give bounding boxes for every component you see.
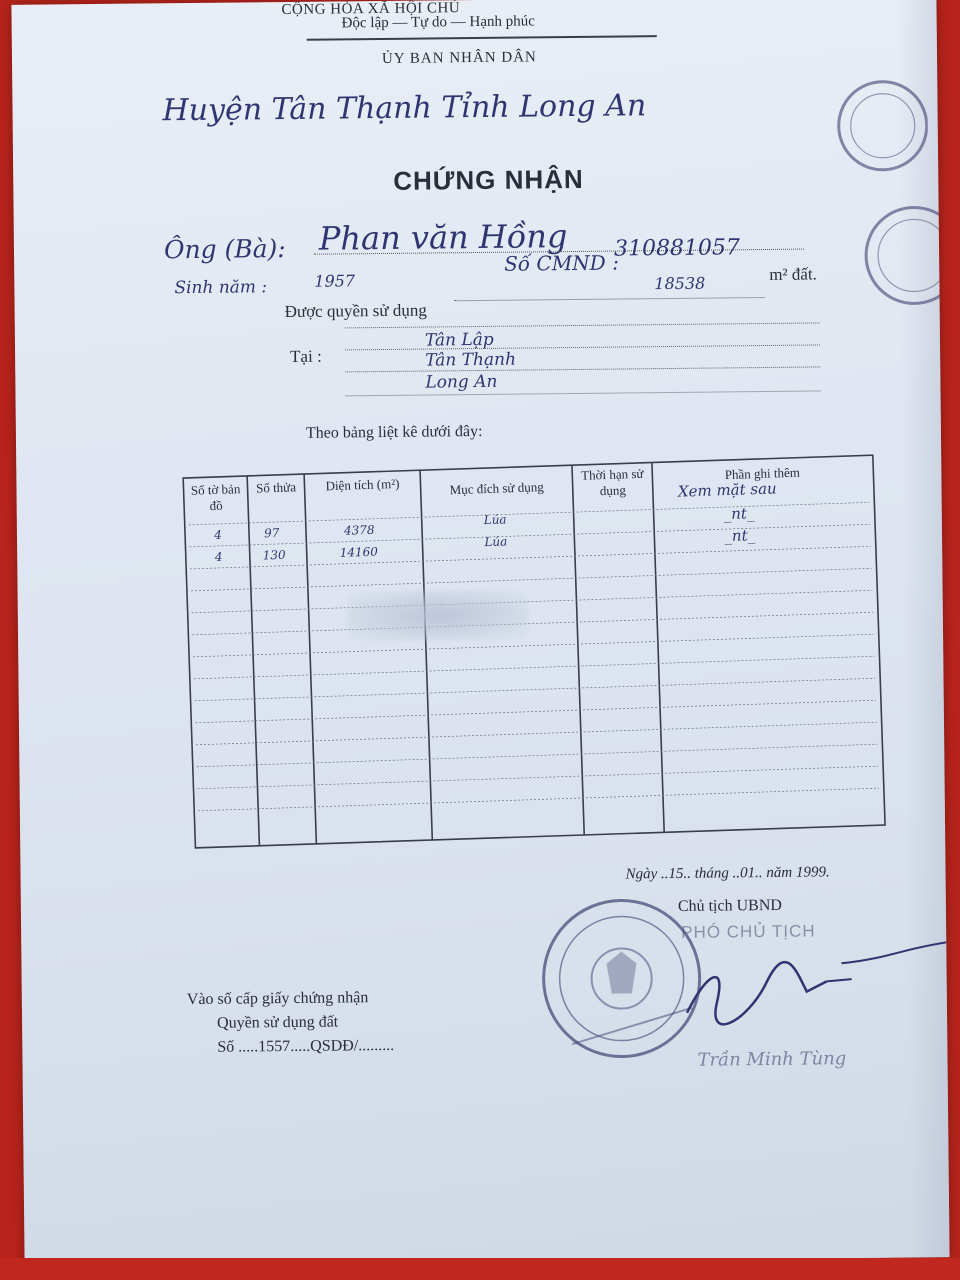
- usage-dotted-line: [455, 297, 765, 301]
- paper-shadow: [896, 0, 949, 1258]
- corner-stamp-top: [827, 70, 928, 181]
- cell-notes: _nt_: [724, 526, 756, 546]
- owner-label: Ông (Bà):: [163, 234, 286, 265]
- cell-map-sheet: 4: [214, 549, 223, 565]
- district-name: Huyện Tân Thạnh Tỉnh Long An: [162, 88, 647, 129]
- cell-area: 14160: [339, 544, 379, 560]
- land-area-unit: m² đất.: [769, 264, 817, 284]
- location-label: Tại :: [290, 346, 322, 366]
- national-title: CỘNG HÒA XÃ HỘI CHỦ: [281, 0, 461, 19]
- cell-parcel: 97: [263, 525, 280, 541]
- blurred-watermark: [348, 590, 529, 642]
- land-table: [181, 420, 894, 853]
- signer-name: Trần Minh Tùng: [697, 1048, 847, 1071]
- corner-stamp-middle: [858, 190, 949, 331]
- header-map-sheet: Số tờ bản đồ: [190, 481, 241, 514]
- issue-date: Ngày ..15.. tháng ..01.. năm 1999.: [625, 864, 830, 883]
- national-motto: Độc lập — Tự do — Hạnh phúc: [341, 13, 535, 32]
- cell-purpose: Lúa: [484, 534, 508, 550]
- cell-area: 4378: [343, 522, 375, 538]
- location-dotted-line: [345, 344, 820, 350]
- cell-notes: _nt_: [723, 504, 755, 524]
- chairman-title: Chủ tịch UBND: [677, 896, 782, 915]
- id-card-label: Số CMND :: [504, 250, 619, 276]
- birth-year: 1957: [314, 271, 356, 291]
- land-area-total: 18538: [654, 273, 706, 294]
- cell-purpose: Lúa: [483, 512, 507, 528]
- table-intro: Theo bảng liệt kê dưới đây:: [305, 422, 483, 442]
- owner-name: Phan văn Hồng: [318, 217, 568, 258]
- committee-title: ỦY BAN NHÂN DÂN: [381, 49, 537, 67]
- header-purpose: Mục đích sử dụng: [449, 479, 544, 498]
- vice-chairman-stamp-text: PHÓ CHỦ TỊCH: [681, 921, 816, 942]
- handwritten-signature: [676, 940, 949, 1033]
- header-notes: Phần ghi thêm: [724, 464, 801, 483]
- location-dotted-line: [345, 366, 820, 372]
- registry-line-1: Vào số cấp giấy chứng nhận: [186, 989, 369, 1009]
- certificate-title: CHỨNG NHẬN: [393, 163, 584, 196]
- cell-notes: Xem mặt sau: [677, 479, 777, 501]
- header-duration: Thời hạn sử dụng: [580, 465, 644, 499]
- registry-line-2: Quyền sử dụng đất: [217, 1013, 339, 1032]
- location-district: Tân Thạnh: [425, 349, 517, 371]
- cell-map-sheet: 4: [213, 527, 222, 543]
- location-dotted-line: [345, 322, 820, 328]
- certificate-paper: [11, 0, 949, 1267]
- birth-year-label: Sinh năm :: [174, 277, 268, 299]
- location-province: Long An: [425, 371, 498, 393]
- location-commune: Tân Lập: [424, 329, 494, 351]
- id-card-number: 310881057: [613, 235, 741, 262]
- header-parcel-number: Số thửa: [255, 479, 297, 496]
- motto-underline: [307, 35, 657, 41]
- registry-line-3: Số .....1557.....QSDĐ/.........: [217, 1036, 395, 1056]
- table-surface: [0, 1258, 960, 1280]
- usage-right-label: Được quyền sử dụng: [284, 300, 427, 322]
- cell-parcel: 130: [262, 547, 286, 563]
- header-area: Diện tích (m²): [325, 475, 400, 494]
- location-dotted-line: [346, 390, 821, 396]
